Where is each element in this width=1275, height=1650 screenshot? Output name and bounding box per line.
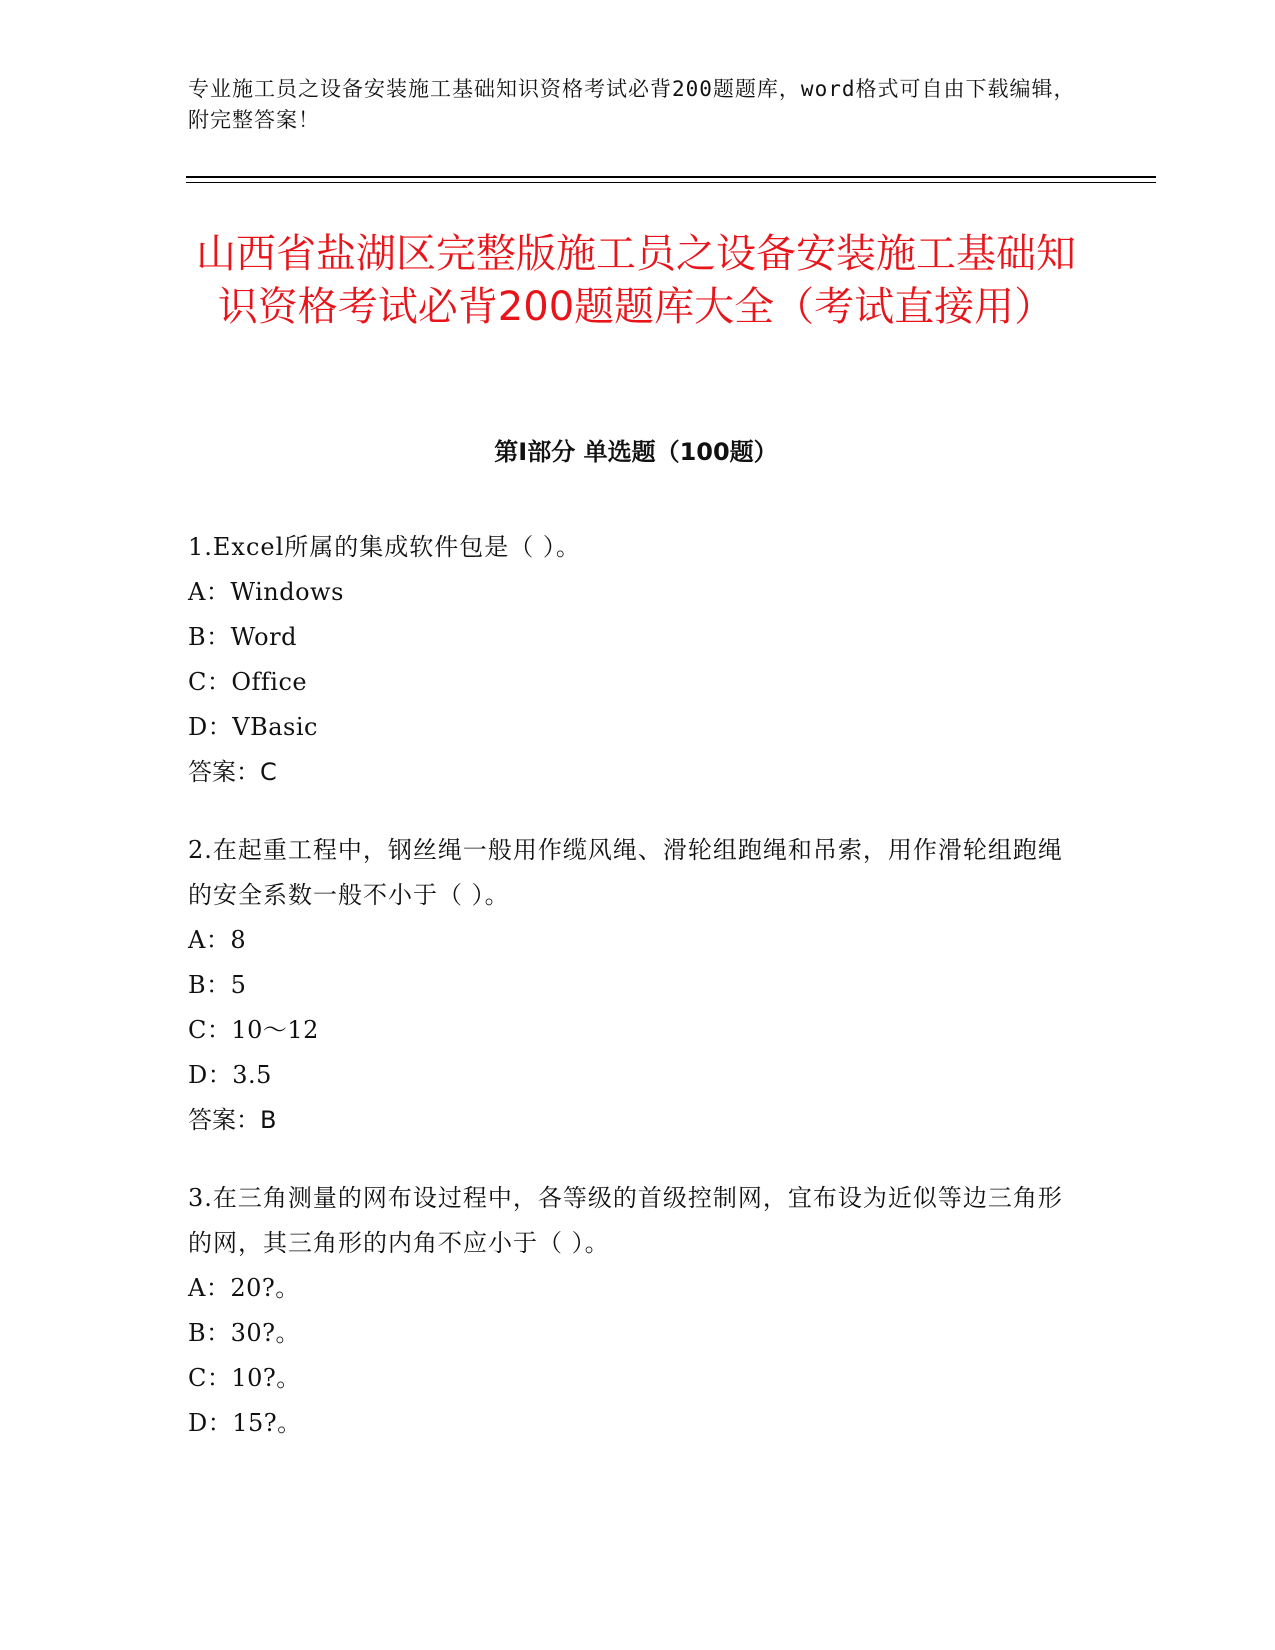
option-d: D：3.5 xyxy=(188,1061,272,1089)
question-stem: 1.Excel所属的集成软件包是（ ）。 xyxy=(188,533,581,561)
section-title: 第Ⅰ部分 单选题（100题） xyxy=(494,438,778,466)
option-a: A：20?。 xyxy=(188,1274,300,1302)
option-a: A：8 xyxy=(188,926,247,954)
question-list xyxy=(188,525,1068,1479)
header-rule-thin xyxy=(186,182,1156,183)
header-note: 专业施工员之设备安装施工基础知识资格考试必背200题题库，word格式可自由下载编辑，附完整答案！ xyxy=(188,77,1076,132)
question-stem: 2.在起重工程中，钢丝绳一般用作缆风绳、滑轮组跑绳和吊索，用作滑轮组跑绳的安全系数一般不小于（ ）。 xyxy=(188,836,1063,909)
option-b: B：30?。 xyxy=(188,1319,301,1347)
option-c: C：10～12 xyxy=(188,1016,319,1044)
option-a: A：Windows xyxy=(188,578,344,606)
document-title: 山西省盐湖区完整版施工员之设备安装施工基础知识资格考试必背200题题库大全（考试直接用） xyxy=(196,231,1076,330)
question-3 xyxy=(188,1176,1068,1446)
answer: 答案：B xyxy=(188,1106,277,1134)
answer: 答案：C xyxy=(188,758,277,786)
option-d: D：15?。 xyxy=(188,1409,302,1437)
question-stem: 3.在三角测量的网布设过程中，各等级的首级控制网，宜布设为近似等边三角形的网，其三角形的内角不应小于（ ）。 xyxy=(188,1184,1063,1257)
option-d: D：VBasic xyxy=(188,713,318,741)
option-c: C：10?。 xyxy=(188,1364,301,1392)
option-c: C：Office xyxy=(188,668,308,696)
option-b: B：5 xyxy=(188,971,247,999)
option-b: B：Word xyxy=(188,623,297,651)
header-rule-thick xyxy=(186,176,1156,178)
question-1 xyxy=(188,525,1068,795)
question-2 xyxy=(188,828,1068,1143)
